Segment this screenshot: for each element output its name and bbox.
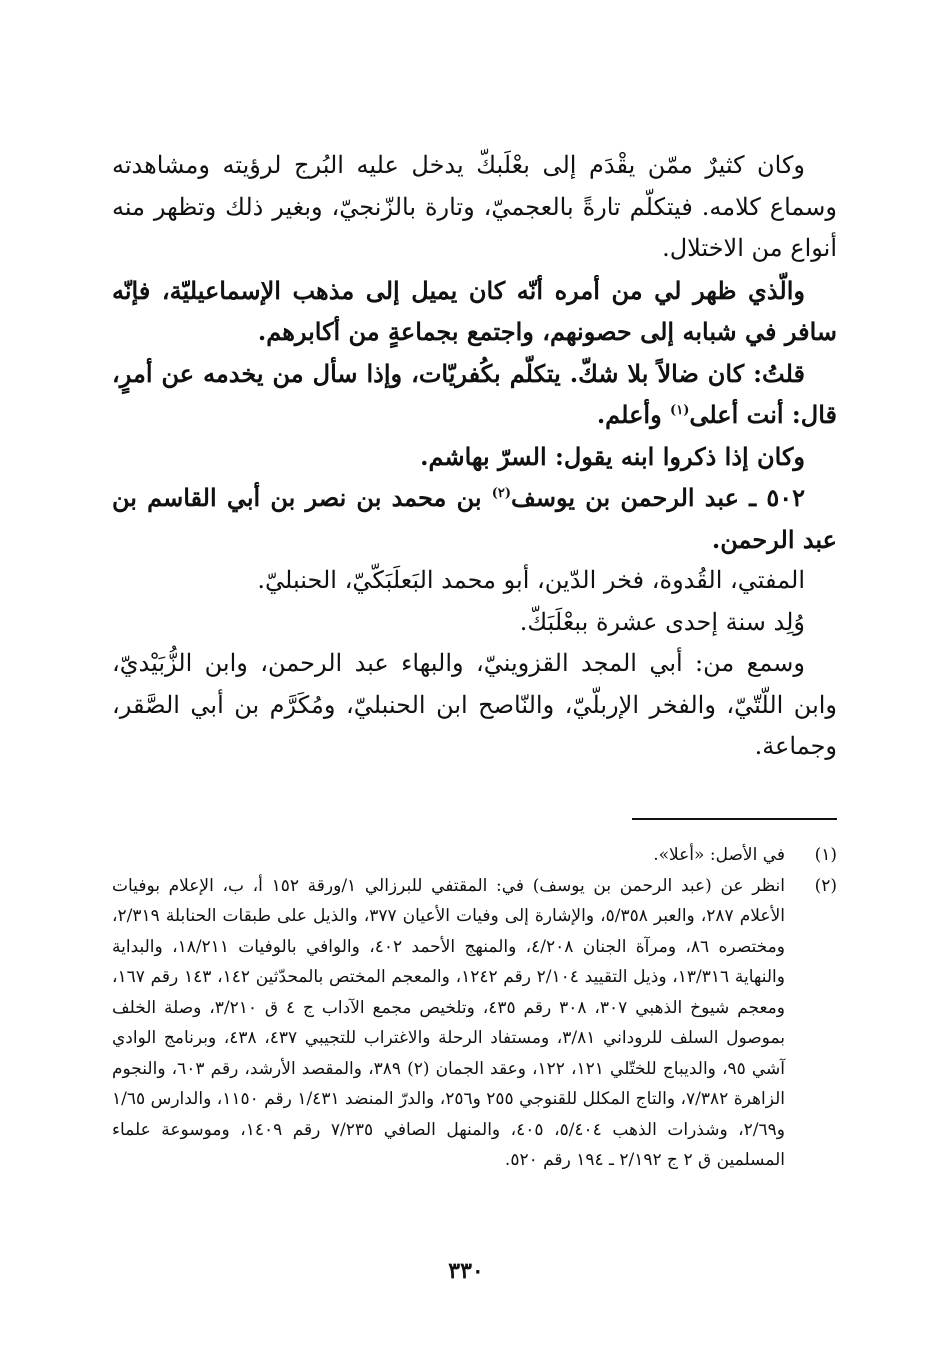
footnote-1 xyxy=(112,840,837,871)
paragraph-visitors-text: وكان كثيرٌ ممّن يقْدَم إلى بعْلَبكّ يدخل عليه البُرج لرؤيته ومشاهدته وسماع كلامه. فيتكلّم تارةً بالعجميّ، وتارة بالزّنجيّ، وبغير ذلك وتظهر منه أنواع من الاختلال. xyxy=(112,151,837,262)
page-number: ٣٣٠ xyxy=(448,1258,484,1284)
paragraph-ismaili-text: والّذي ظهر لي من أمره أنّه كان يميل إلى مذهب الإسماعيليّة، فإنّه سافر في شبابه إلى حصونهم، واجتمع بجماعةٍ من أكابرهم. xyxy=(112,275,837,346)
paragraph-author-comment-text-a: قلتُ: كان ضالاً بلا شكّ. يتكلّم بكُفريّات، وإذا سأل من يخدمه عن أمرٍ، قال: أنت أعلى xyxy=(112,358,837,429)
footnote-1-text: في الأصل: «أعلا». xyxy=(653,845,785,865)
paragraph-hashim-text: وكان إذا ذكروا ابنه يقول: السرّ بهاشم. xyxy=(420,441,805,471)
main-text xyxy=(112,145,837,768)
paragraph-teachers-text: وسمع من: أبي المجد القزوينيّ، والبهاء عبد الرحمن، وابن الزُّبَيْديّ، وابن اللّتّيّ، والفخر الإربلّيّ، والنّاصح ابن الحنبليّ، ومُكَرَّم بن أبي الصَّقر، وجماعة. xyxy=(112,649,837,760)
entry-heading-502-text-a: ٥٠٢ ـ عبد الرحمن بن يوسف xyxy=(511,483,805,512)
paragraph-ismaili xyxy=(112,270,837,353)
entry-heading-502-text-b: بن محمد بن نصر بن أبي القاسم بن عبد الرحمن. xyxy=(112,483,837,554)
paragraph-birth xyxy=(112,602,837,644)
footnote-reference-2[interactable]: (٢) xyxy=(491,486,512,501)
entry-heading-502 xyxy=(112,477,837,560)
footnote-reference-1[interactable]: (١) xyxy=(670,403,690,418)
paragraph-author-comment-text-b: وأعلم. xyxy=(596,400,671,429)
footnote-separator-line xyxy=(632,818,837,820)
paragraph-author-comment xyxy=(112,353,837,436)
paragraph-hashim xyxy=(112,436,837,478)
paragraph-titles xyxy=(112,560,837,602)
footnote-2 xyxy=(112,871,837,1176)
footnote-2-text: انظر عن (عبد الرحمن بن يوسف) في: المقتفي للبرزالي ١/ورقة ١٥٢ أ، ب، الإعلام بوفيات الأعلام ٢٨٧، والعبر ٥/٣٥٨، والإشارة إلى وفيات الأعيان ٣٧٧، والذيل على طبقات الحنابلة ٢/٣١٩، ومختصره ٨٦، ومرآة الجنان ٤/٢٠٨، والمنهج الأحمد ٤٠٢، والوافي بالوفيات ١٨/٢١١، والبداية والنهاية ١٣/٣١٦، وذيل التقييد ٢/١٠٤ رقم ١٢٤٢، والمعجم المختص بالمحدّثين ١٤٢، ١٤٣ رقم ١٦٧، ومعجم شيوخ الذهبي ٣٠٧، ٣٠٨ رقم ٤٣٥، وتلخيص مجمع الآداب ج ٤ ق ٣/٢١٠، وصلة الخلف بموصول السلف للروداني ٣/٨١، ومستفاد الرحلة والاغتراب للتجيبي ٤٣٧، ٤٣٨، وبرنامج الوادي آشي ٩٥، والديباج للختّلي ١٢١، ١٢٢، وعقد الجمان (٢) ٣٨٩، والمقصد الأرشد، رقم ٦٠٣، والنجوم الزاهرة ٧/٣٨٢، والتاج المكلل للقنوجي ٢٥٥ و٢٥٦، والدرّ المنضد ١/٤٣١ رقم ١١٥٠، والدارس ١/٦٥ و٢/٦٩، وشذرات الذهب ٥/٤٠٤، ٤٠٥، والمنهل الصافي ٧/٢٣٥ رقم ١٤٠٩، وموسوعة علماء المسلمين ق ٢ ج ٢/١٩٢ ـ ١٩٤ رقم ٥٢٠. xyxy=(112,875,786,1170)
paragraph-birth-text: وُلِد سنة إحدى عشرة ببعْلَبَكّ. xyxy=(519,607,805,636)
footnotes xyxy=(112,840,837,1176)
paragraph-visitors xyxy=(112,145,837,270)
footnote-2-number: (٢) xyxy=(814,875,837,896)
footnote-1-number: (١) xyxy=(814,845,837,865)
paragraph-titles-text: المفتي، القُدوة، فخر الدّين، أبو محمد البَعلَبَكّيّ، الحنبليّ. xyxy=(257,566,805,594)
paragraph-teachers xyxy=(112,643,837,768)
